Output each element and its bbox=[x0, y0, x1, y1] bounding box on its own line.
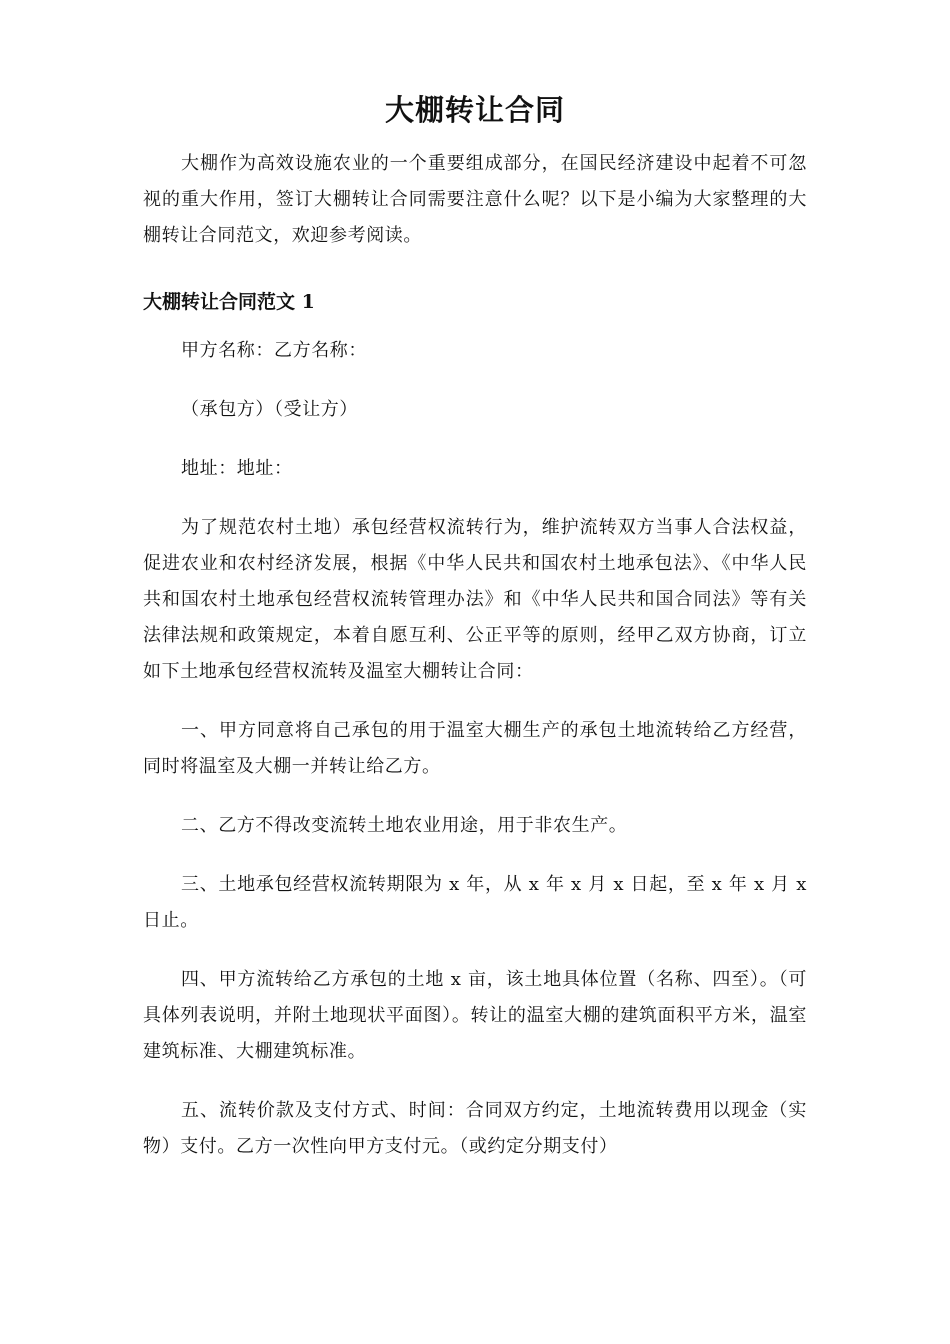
party-names-line: 甲方名称：乙方名称： bbox=[181, 340, 367, 361]
clause-3: 三、土地承包经营权流转期限为 x 年，从 x 年 x 月 x 日起，至 x 年 x 月 x 日止。 bbox=[143, 874, 807, 931]
clause-5: 五、流转价款及支付方式、时间：合同双方约定，土地流转费用以现金（实物）支付。乙方一次性向甲方支付元。（或约定分期支付） bbox=[143, 1100, 807, 1157]
address-line: 地址：地址： bbox=[181, 458, 293, 479]
intro-paragraph: 大棚作为高效设施农业的一个重要组成部分，在国民经济建设中起着不可忽视的重大作用，签订大棚转让合同需要注意什么呢？以下是小编为大家整理的大棚转让合同范文，欢迎参考阅读。 bbox=[143, 153, 807, 246]
document-page bbox=[143, 0, 807, 1165]
party-roles-line: （承包方）（受让方） bbox=[181, 399, 358, 420]
document-title: 大棚转让合同 bbox=[384, 93, 565, 127]
clause-4: 四、甲方流转给乙方承包的土地 x 亩，该土地具体位置（名称、四至）。（可具体列表说明，并附土地现状平面图）。转让的温室大棚的建筑面积平方米，温室建筑标准、大棚建筑标准。 bbox=[143, 969, 807, 1062]
section-heading: 大棚转让合同范文 1 bbox=[143, 291, 315, 313]
clause-1: 一、甲方同意将自己承包的用于温室大棚生产的承包土地流转给乙方经营，同时将温室及大棚一并转让给乙方。 bbox=[143, 720, 807, 777]
preamble-paragraph: 为了规范农村土地）承包经营权流转行为，维护流转双方当事人合法权益，促进农业和农村经济发展，根据《中华人民共和国农村土地承包法》、《中华人民共和国农村土地承包经营权流转管理办法》和《中华人民共和国合同法》等有关法律法规和政策规定，本着自愿互利、公正平等的原则，经甲乙双方协商，订立如下土地承包经营权流转及温室大棚转让合同： bbox=[143, 517, 807, 682]
clause-2: 二、乙方不得改变流转土地农业用途，用于非农生产。 bbox=[181, 815, 628, 836]
